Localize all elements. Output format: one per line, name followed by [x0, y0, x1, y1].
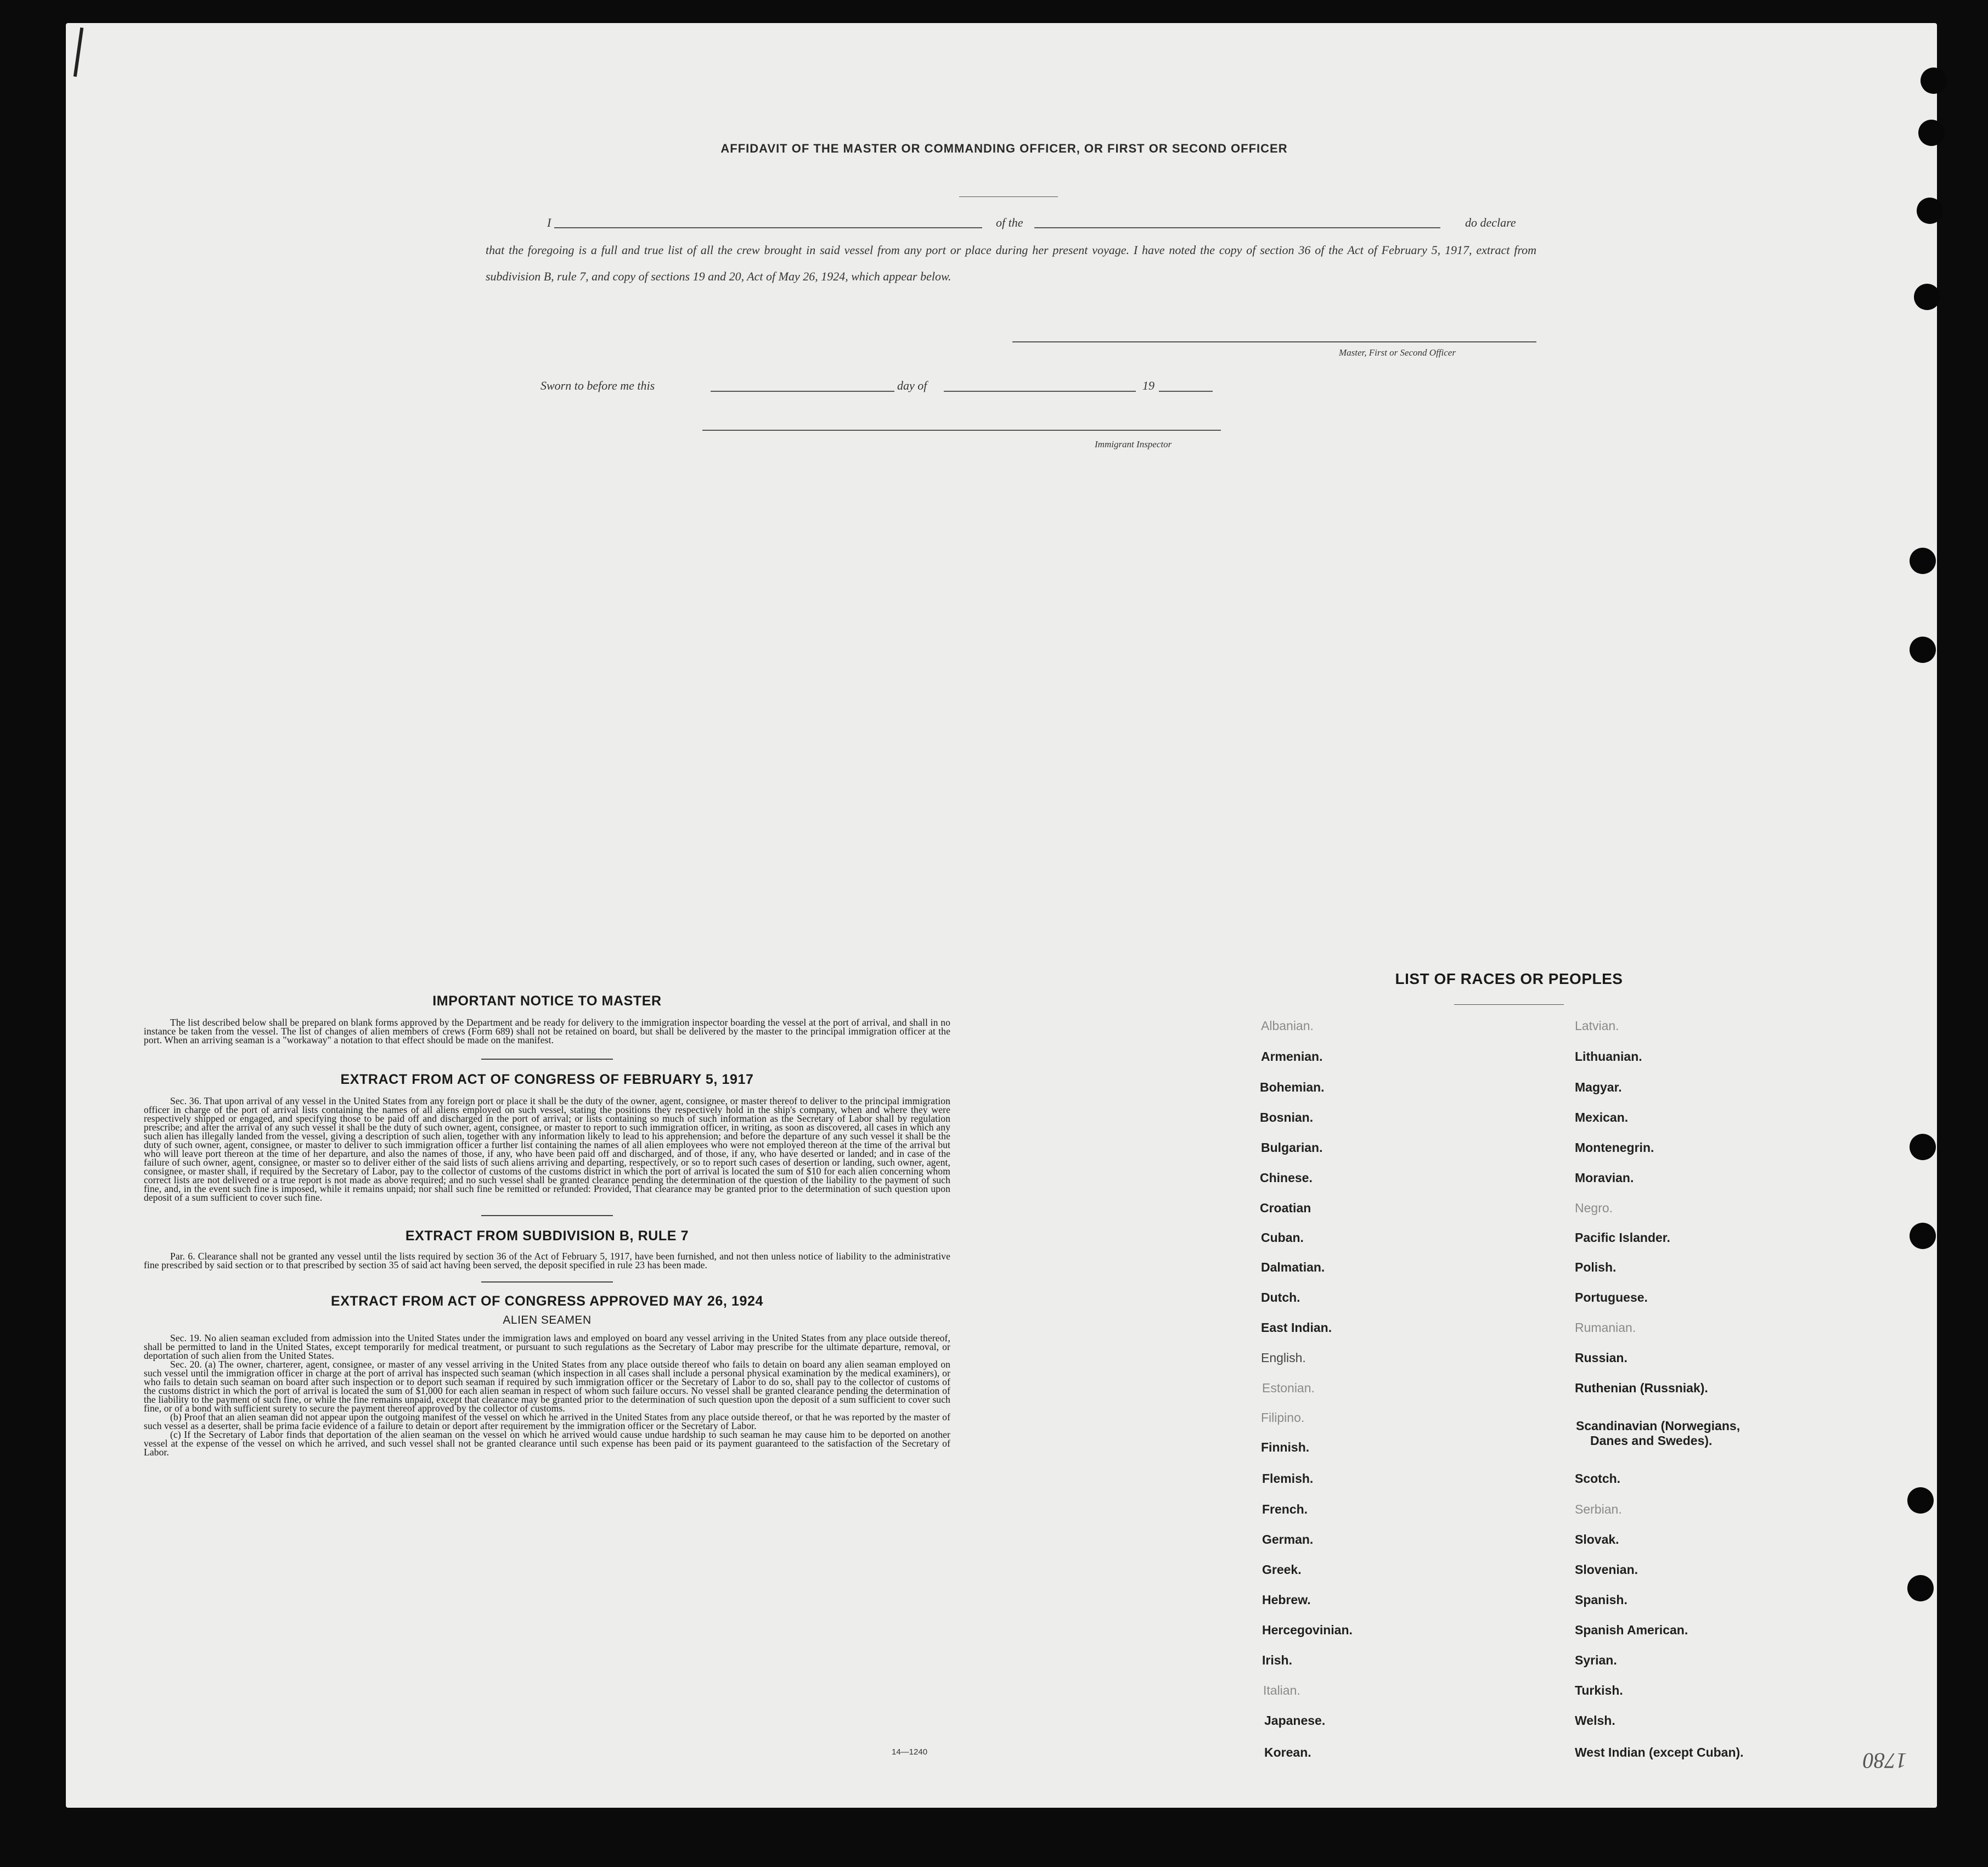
race-item: Spanish American. — [1575, 1623, 1688, 1637]
race-item: Hercegovinian. — [1262, 1623, 1353, 1637]
race-item: Syrian. — [1575, 1653, 1617, 1667]
extract-rule7-text — [144, 1252, 950, 1269]
race-item: English. — [1261, 1351, 1306, 1365]
race-item: Italian. — [1263, 1683, 1300, 1697]
month-blank-line — [944, 391, 1136, 392]
extract-1917-text — [144, 1096, 950, 1202]
affidavit-line-i: I — [547, 216, 551, 229]
race-item: French. — [1262, 1502, 1308, 1516]
punch-hole — [1907, 1487, 1934, 1514]
punch-hole — [1910, 637, 1936, 663]
sec-20b-text: (b) Proof that an alien seaman did not appear upon the outgoing manifest of the vessel on which he arrived in the United States from any place outside thereof, or that he was reported by the master of such vessel as a deserter, shall be prima facie evidence of a failure to detain or deport after requirement by the immigration officer or the Secretary of Labor. — [144, 1412, 950, 1431]
race-item: Negro. — [1575, 1201, 1613, 1215]
vessel-blank-line — [1034, 227, 1440, 228]
punch-hole — [1910, 548, 1936, 574]
race-item: Latvian. — [1575, 1019, 1619, 1033]
race-item: Ruthenian (Russniak). — [1575, 1381, 1708, 1395]
affidavit-title: AFFIDAVIT OF THE MASTER OR COMMANDING OFFICER, OR FIRST OR SECOND OFFICER — [720, 142, 1288, 155]
master-signature-line — [1012, 341, 1536, 342]
punch-hole — [1918, 120, 1945, 146]
race-item: Turkish. — [1575, 1683, 1623, 1697]
extract-rule7-body: Par. 6. Clearance shall not be granted any vessel until the lists required by section 36 of the Act of February 5, 1917, have been furnished, and not then unless notice of liability to the administrative fine prescribed by said section or to that prescribed by section 35 of said act having been served, the deposit specified in rule 23 has been made. — [144, 1251, 950, 1270]
affidavit-paragraph: that the foregoing is a full and true list of all the crew brought in said vessel from any port or place during her present voyage. I have noted the copy of section 36 of the Act of February 5, 1917, extract from subdivision B, rule 7, and copy of sections 19 and 20, Act of May 26, 1924, which appear below. — [486, 243, 1536, 283]
affidavit-declare: do declare — [1465, 216, 1516, 229]
inspector-signature-line — [702, 430, 1221, 431]
races-list-title: LIST OF RACES OR PEOPLES — [1395, 970, 1623, 987]
section-divider — [481, 1059, 613, 1060]
inspector-caption: Immigrant Inspector — [1095, 439, 1172, 449]
race-item: Armenian. — [1261, 1049, 1323, 1064]
punch-hole — [1921, 68, 1947, 94]
master-signature-caption: Master, First or Second Officer — [1339, 347, 1456, 358]
notice-body: The list described below shall be prepared on blank forms approved by the Department and be ready for delivery to the immigration inspector boarding the vessel at the port of arrival, and shall in no instance be taken from the vessel. The list of changes of alien members of crews (Form 689) shall not be retained on board, but shall be delivered by the master to the principal immigration officer at the port. When an arriving seaman is a "workaway" a notation to that effect should be made on the manifest. — [144, 1017, 950, 1045]
race-item: West Indian (except Cuban). — [1575, 1745, 1744, 1759]
race-item: Dalmatian. — [1261, 1260, 1325, 1274]
sec-20a-text: Sec. 20. (a) The owner, charterer, agent, consignee, or master of any vessel arriving in the United States from any place outside thereof who fails to detain on board any alien seaman employed on such vessel until the immigration officer in charge at the port of arrival has inspected such seaman (which inspection in all cases shall include a personal physical examination by the medical examiners), or who fails to detain such seaman on board after such inspection or to deport such seaman if required by such immigration officer or the Secretary of Labor to do so, shall pay to the collector of customs of the customs district in which the port of arrival is located the sum of $1,000 for each alien seaman in respect of whom such failure occurs. No vessel shall be granted clearance pending the determination of the liability to the payment of such fine, or while the fine remains unpaid, except that clearance may be granted prior to the determination of such question upon the deposit of a sum sufficient to cover such fine, or of a bond with sufficient surety to secure the payment thereof approved by the collector of customs. — [144, 1359, 950, 1414]
handwritten-annotation: 1780 — [1863, 1748, 1907, 1773]
race-item: Croatian — [1260, 1201, 1311, 1215]
race-item: Korean. — [1264, 1745, 1311, 1759]
legal-notices — [144, 993, 950, 1457]
race-item: Scandinavian (Norwegians, — [1576, 1419, 1741, 1433]
sec-20c-text: (c) If the Secretary of Labor finds that deportation of the alien seaman on the vessel on which he arrived would cause undue hardship to such seaman he may cause him to be deported on another vessel at the expense of the vessel on which he arrived, and such vessel shall not be granted clearance until such expense has been paid or its payment guaranteed to the satisfaction of the Secretary of Labor. — [144, 1429, 950, 1458]
race-item: Welsh. — [1575, 1713, 1615, 1728]
race-item: German. — [1262, 1532, 1314, 1547]
race-item: Portuguese. — [1575, 1290, 1648, 1304]
race-item: Montenegrin. — [1575, 1140, 1654, 1155]
sworn-day-blank-line — [711, 391, 894, 392]
document-page — [66, 23, 1937, 1808]
race-item: Spanish. — [1575, 1593, 1627, 1607]
race-item: Lithuanian. — [1575, 1049, 1642, 1064]
race-item: Bohemian. — [1260, 1080, 1325, 1094]
race-item: Serbian. — [1575, 1502, 1622, 1516]
punch-hole — [1910, 1223, 1936, 1249]
race-item: Chinese. — [1260, 1171, 1313, 1185]
title-rule — [959, 196, 1058, 197]
race-item: Albanian. — [1261, 1019, 1314, 1033]
race-item: Slovak. — [1575, 1532, 1619, 1547]
race-item: Moravian. — [1575, 1171, 1634, 1185]
race-item: Danes and Swedes). — [1590, 1433, 1713, 1448]
notice-text — [144, 1018, 950, 1044]
sec-19-text: Sec. 19. No alien seaman excluded from admission into the United States under the immigration laws and employed on board any vessel arriving in the United States from any place outside thereof, shall be permitted to land in the United States, except temporarily for medical treatment, or pursuant to such regulations as the Secretary of Labor may prescribe for the ultimate departure, removal, or deportation of such alien from the United States. — [144, 1332, 950, 1361]
section-divider — [481, 1281, 613, 1283]
notice-title: IMPORTANT NOTICE TO MASTER — [432, 993, 662, 1009]
year-blank-line — [1159, 391, 1213, 392]
race-item: Magyar. — [1575, 1080, 1622, 1094]
year-prefix: 19 — [1142, 379, 1154, 392]
races-title-rule — [1454, 1004, 1564, 1005]
race-item: Flemish. — [1262, 1471, 1314, 1486]
name-blank-line — [554, 227, 982, 228]
punch-hole — [1907, 1575, 1934, 1601]
form-number: 14—1240 — [892, 1747, 928, 1757]
extract-1917-title: EXTRACT FROM ACT OF CONGRESS OF FEBRUARY 5, 1917 — [340, 1072, 754, 1087]
race-item: Finnish. — [1261, 1440, 1310, 1454]
punch-hole — [1910, 1134, 1936, 1160]
day-of-text: day of — [897, 379, 927, 392]
race-item: Filipino. — [1261, 1410, 1305, 1425]
race-item: Russian. — [1575, 1351, 1627, 1365]
race-item: Japanese. — [1264, 1713, 1326, 1728]
race-item: Slovenian. — [1575, 1562, 1638, 1577]
race-item: Bosnian. — [1260, 1110, 1314, 1124]
race-item: Mexican. — [1575, 1110, 1629, 1124]
race-item: Rumanian. — [1575, 1320, 1636, 1335]
extract-rule7-title: EXTRACT FROM SUBDIVISION B, RULE 7 — [405, 1228, 689, 1244]
race-item: Bulgarian. — [1261, 1140, 1323, 1155]
affidavit-of-the: of the — [996, 216, 1023, 229]
section-divider — [481, 1215, 613, 1216]
sworn-before-text: Sworn to before me this — [540, 379, 655, 392]
race-item: Cuban. — [1261, 1230, 1304, 1245]
extract-1924-title: EXTRACT FROM ACT OF CONGRESS APPROVED MAY 26, 1924 — [330, 1294, 764, 1309]
race-item: Pacific Islander. — [1575, 1230, 1670, 1245]
race-item: Scotch. — [1575, 1471, 1621, 1486]
extract-1917-body: Sec. 36. That upon arrival of any vessel in the United States from any foreign port or place it shall be the duty of the owner, agent, consignee, or master thereof to deliver to the principal immigration officer in charge of the port of arrival lists containing the names of all aliens employed on such vessel, stating the positions they respectively hold in the ship's company, when and where they were respectively shipped or engaged, and specifying those to be paid off and discharged in the port of arrival; or lists containing so much of such information as the Secretary of Labor shall by regulation prescribe; and after the arrival of any such vessel it shall be the duty of such owner, agent, consignee, or master to report to such immigration officer, in writing, as soon as discovered, all cases in which any such alien has illegally landed from the vessel, giving a description of such alien, together with any information likely to lead to his apprehension; and before the departure of any such vessel it shall be the duty of such owner, agent, consignee, or master to deliver to such immigration officer a further list containing the names of all alien employees who were not employed thereon at the time of the arrival but who will leave port thereon at the time of her departure, and also the names of those, if any, who have been paid off and discharged, and of those, if any, who have deserted or landed; and in case of the failure of such owner, agent, consignee, or master so to deliver either of the said lists of such aliens arriving and departing, respectively, or so to report such cases of desertion or landing, such owner, agent, consignee, or master shall, if required by the Secretary of Labor, pay to the collector of customs of the customs district in which the port of arrival is located the sum of $10 for each alien concerning whom correct lists are not delivered or a true report is not made as above required; and no such vessel shall be granted clearance pending the determination of the question of the liability to the payment of such fine, and, in the event such fine is imposed, while it remains unpaid; nor shall such fine be remitted or refunded: Provided, That clearance may be granted prior to the determination of such question upon deposit of a sum sufficient to cover such fine. — [144, 1095, 950, 1203]
race-item: Dutch. — [1261, 1290, 1300, 1304]
race-item: Hebrew. — [1262, 1593, 1311, 1607]
race-item: Greek. — [1262, 1562, 1302, 1577]
race-item: Irish. — [1262, 1653, 1292, 1667]
punch-hole — [1917, 198, 1943, 224]
race-item: Polish. — [1575, 1260, 1617, 1274]
extract-1924-subtitle: ALIEN SEAMEN — [503, 1314, 592, 1326]
race-item: Estonian. — [1262, 1381, 1315, 1395]
race-item: East Indian. — [1261, 1320, 1332, 1335]
punch-hole — [1914, 284, 1940, 310]
extract-1924-text — [144, 1334, 950, 1457]
